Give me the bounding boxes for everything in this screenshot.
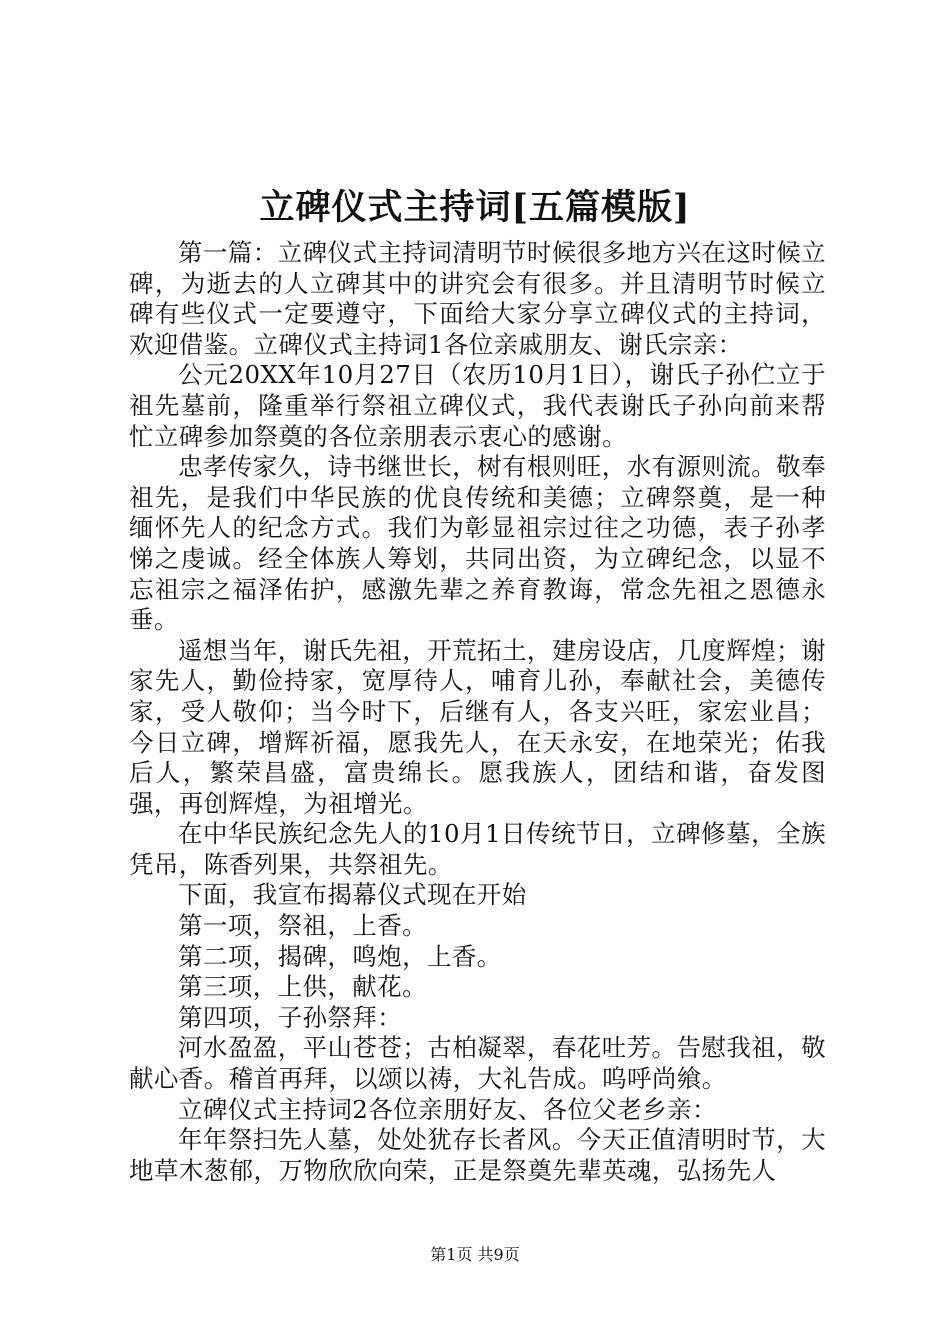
paragraph: 立碑仪式主持词2各位亲朋好友、各位父老乡亲： xyxy=(178,1094,717,1124)
paragraph: 第四项，子孙祭拜： xyxy=(178,1002,403,1032)
paragraph: 下面，我宣布揭幕仪式现在开始 xyxy=(178,880,527,910)
paragraph: 公元20XX年10月27日（农历10月1日），谢氏子孙伫立于祖先墓前，隆重举行祭祖立碑仪式，我代表谢氏子孙向前来帮忙立碑参加祭奠的各位亲朋表示衷心的感谢。 xyxy=(129,360,826,451)
paragraph: 第三项，上供，献花。 xyxy=(178,972,427,1002)
paragraph: 忠孝传家久，诗书继世长，树有根则旺，水有源则流。敬奉祖先，是我们中华民族的优良传统和美德；立碑祭奠，是一种缅怀先人的纪念方式。我们为彰显祖宗过往之功德，表子孙孝悌之虔诚。经全体族人筹划，共同出资，为立碑纪念，以显不忘祖宗之福泽佑护，感激先辈之养育教诲，常念先祖之恩德永垂。 xyxy=(129,452,826,635)
paragraph: 第一篇：立碑仪式主持词清明节时候很多地方兴在这时候立碑，为逝去的人立碑其中的讲究会有很多。并且清明节时候立碑有些仪式一定要遵守，下面给大家分享立碑仪式的主持词，欢迎借鉴。立碑仪式主持词1各位亲戚朋友、谢氏宗亲： xyxy=(129,238,826,359)
paragraph: 遥想当年，谢氏先祖，开荒拓土，建房设店，几度辉煌；谢家先人，勤俭持家，宽厚待人，哺育儿孙，奉献社会，美德传家，受人敬仰；当今时下，后继有人，各支兴旺，家宏业昌；今日立碑，增辉祈福，愿我先人，在天永安，在地荣光；佑我后人，繁荣昌盛，富贵绵长。愿我族人，团结和谐，奋发图强，再创辉煌，为祖增光。 xyxy=(129,635,826,818)
paragraph: 第一项，祭祖，上香。 xyxy=(178,911,427,941)
page-number-footer: 第1页 共9页 xyxy=(430,1245,520,1264)
paragraph: 在中华民族纪念先人的10月1日传统节日，立碑修墓，全族凭吊，陈香列果，共祭祖先。 xyxy=(129,819,826,879)
paragraph: 河水盈盈，平山苍苍；古柏凝翠，春花吐芳。告慰我祖，敬献心香。稽首再拜，以颂以祷，大礼告成。呜呼尚飨。 xyxy=(129,1033,826,1094)
paragraph: 年年祭扫先人墓，处处犹存长者风。今天正值清明时节，大地草木葱郁，万物欣欣向荣，正是祭奠先辈英魂，弘扬先人 xyxy=(129,1125,826,1185)
paragraph: 第二项，揭碑，鸣炮，上香。 xyxy=(178,941,502,971)
document-body xyxy=(129,238,826,1186)
document-title: 立碑仪式主持词[五篇模版] xyxy=(259,187,691,228)
